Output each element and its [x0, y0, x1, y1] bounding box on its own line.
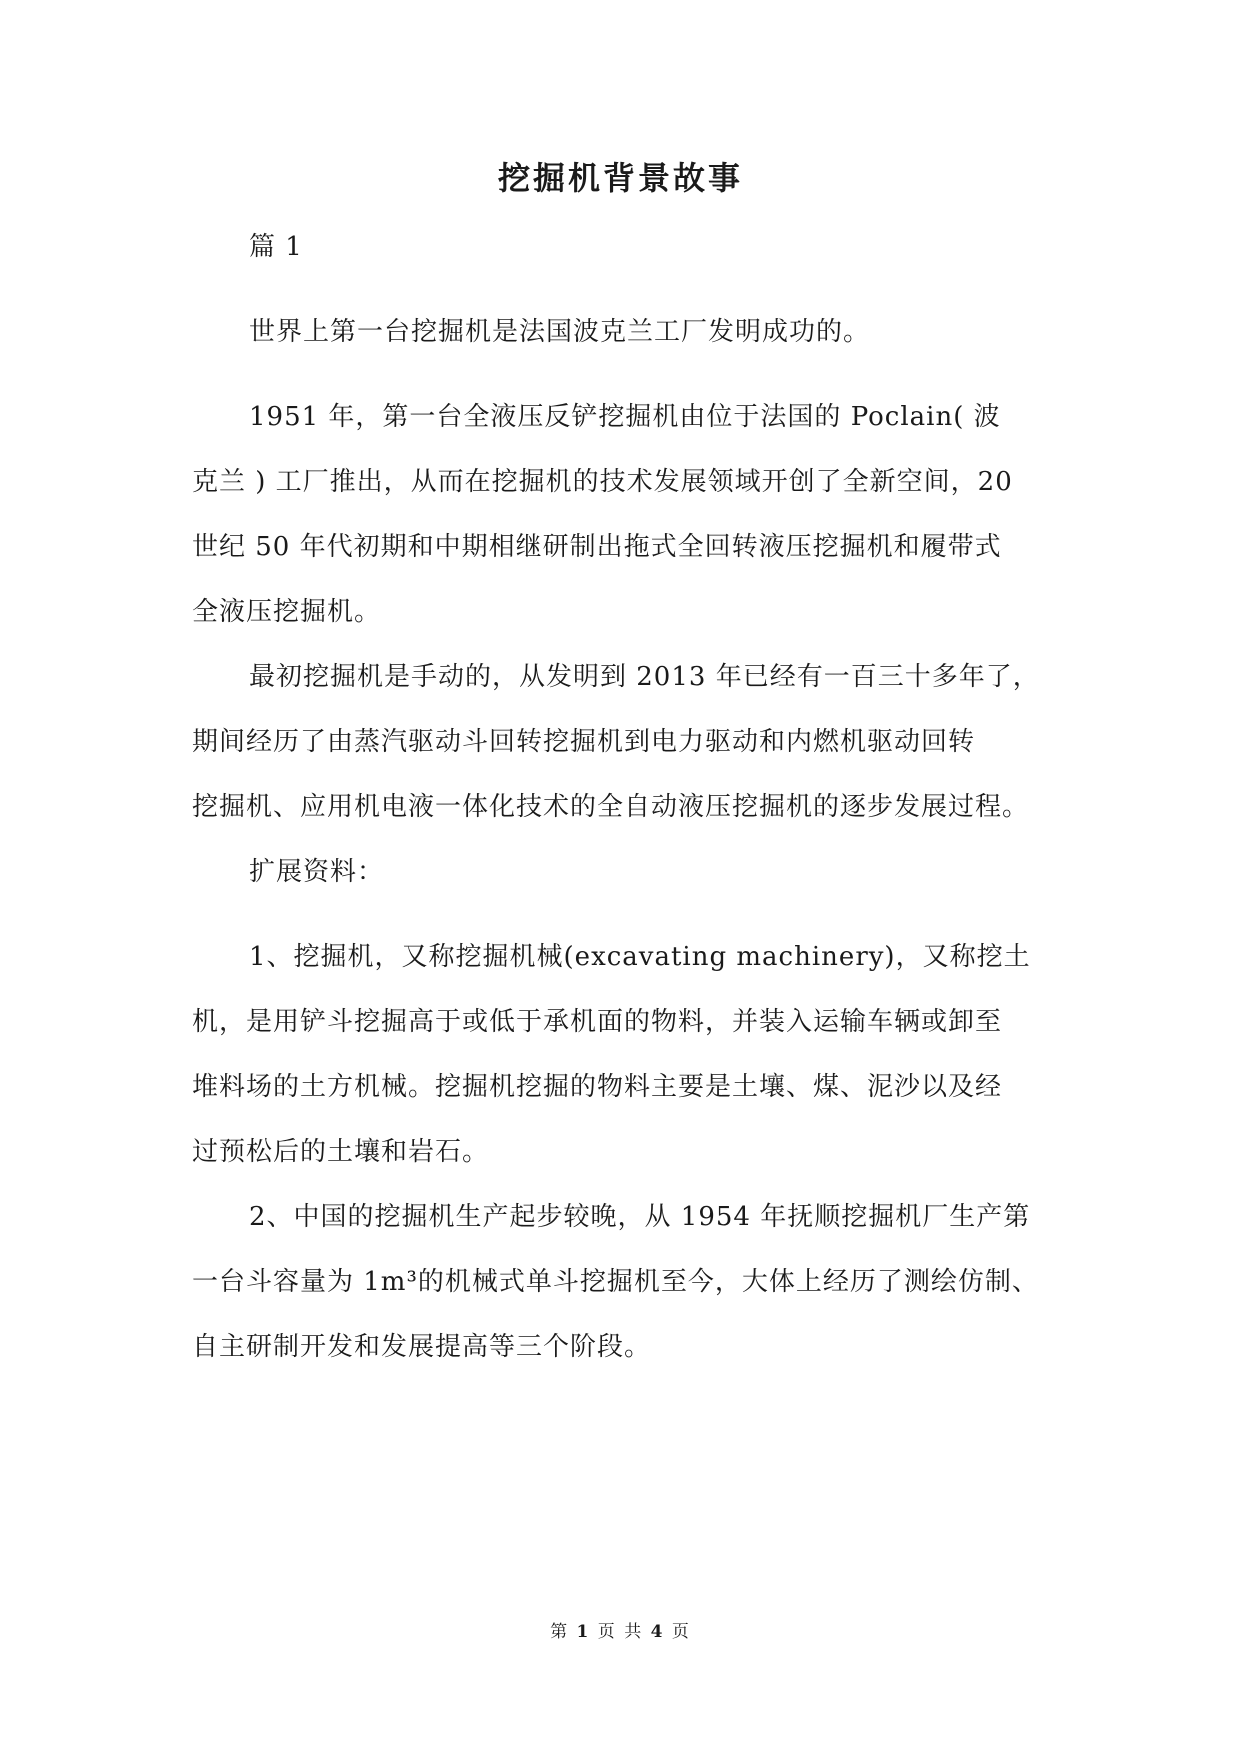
footer-page-current: 1	[576, 1622, 591, 1642]
paragraph-line: 全液压挖掘机。	[192, 597, 382, 627]
paragraph	[192, 1185, 1052, 1380]
paragraph	[192, 840, 1052, 905]
paragraph	[192, 645, 1052, 840]
footer-mid: 页 共	[597, 1622, 644, 1642]
paragraph-line: 1、挖掘机，又称挖掘机械(excavating machinery)，又称挖土	[249, 942, 1031, 972]
footer-prefix: 第	[550, 1622, 570, 1642]
paragraph-line: 篇 1	[249, 232, 303, 262]
paragraph-line: 扩展资料：	[249, 857, 385, 887]
paragraph-line: 过预松后的土壤和岩石。	[192, 1137, 490, 1167]
paragraph-line: 世界上第一台挖掘机是法国波克兰工厂发明成功的。	[249, 317, 871, 347]
paragraph	[192, 300, 1052, 365]
paragraph-line: 一台斗容量为 1m³的机械式单斗挖掘机至今，大体上经历了测绘仿制、	[192, 1267, 1039, 1297]
paragraph	[192, 385, 1052, 645]
paragraph	[192, 925, 1052, 1185]
paragraph-line: 世纪 50 年代初期和中期相继研制出拖式全回转液压挖掘机和履带式	[192, 532, 1002, 562]
paragraph-line: 克兰 ) 工厂推出，从而在挖掘机的技术发展领域开创了全新空间，20	[192, 467, 1013, 497]
page-footer	[0, 1620, 1241, 1644]
paragraph-line: 挖掘机、应用机电液一体化技术的全自动液压挖掘机的逐步发展过程。	[192, 792, 1030, 822]
paragraph-line: 2、中国的挖掘机生产起步较晚，从 1954 年抚顺挖掘机厂生产第	[249, 1202, 1031, 1232]
section-label	[192, 215, 1052, 280]
document-title: 挖掘机背景故事	[497, 159, 743, 197]
paragraph-line: 机，是用铲斗挖掘高于或低于承机面的物料，并装入运输车辆或卸至	[192, 1007, 1003, 1037]
footer-page-total: 4	[650, 1622, 665, 1642]
paragraph-line: 1951 年，第一台全液压反铲挖掘机由位于法国的 Poclain( 波	[249, 402, 1001, 432]
paragraph-line: 最初挖掘机是手动的，从发明到 2013 年已经有一百三十多年了，	[249, 662, 1040, 692]
paragraph-line: 自主研制开发和发展提高等三个阶段。	[192, 1332, 652, 1362]
footer-suffix: 页	[671, 1622, 691, 1642]
paragraph-line: 堆料场的土方机械。挖掘机挖掘的物料主要是土壤、煤、泥沙以及经	[192, 1072, 1003, 1102]
paragraph-line: 期间经历了由蒸汽驱动斗回转挖掘机到电力驱动和内燃机驱动回转	[192, 727, 976, 757]
